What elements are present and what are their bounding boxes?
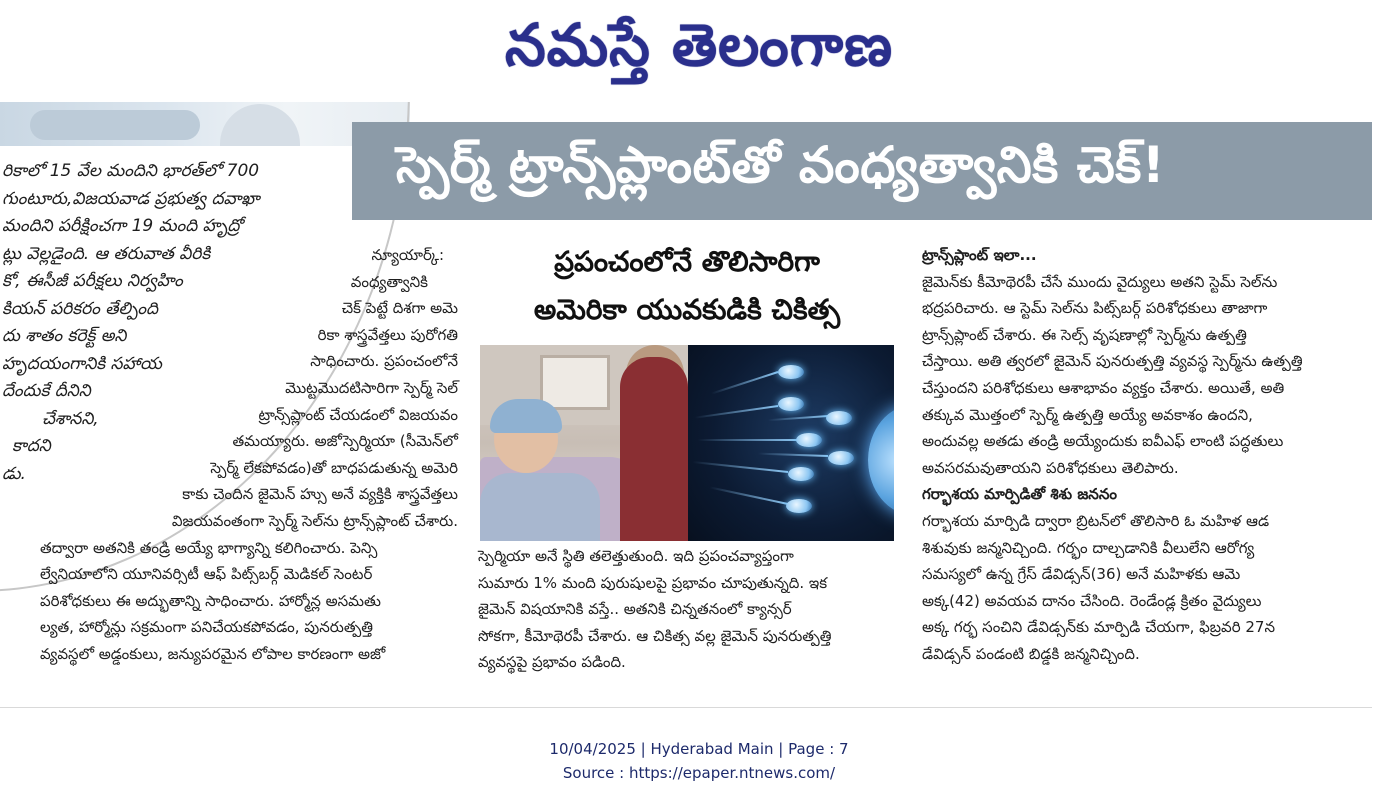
left-article-photo xyxy=(0,102,410,146)
column-line: భద్రపరిచారు. ఆ స్టెమ్ సెల్‌ను పిట్స్‌బర్గ్ పరిశోధకులు తాజాగా xyxy=(922,299,1268,318)
hospital-photo xyxy=(480,345,688,541)
left-line: గుంటూరు,విజయవాడ ప్రభుత్వ దవాఖా xyxy=(2,188,260,209)
left-line: దేందుకే దీనిని xyxy=(2,381,91,401)
subheadline-line-1: ప్రపంచంలోనే తొలిసారిగా xyxy=(554,245,820,278)
column-line: చేస్తుందని పరిశోధకులు ఆశాభావం వ్యక్తం చేశారు. అయితే, అతి xyxy=(922,378,1285,397)
column-line: ల్యత, హార్మోన్లు సక్రమంగా పనిచేయకపోవడం, పునరుత్పత్తి xyxy=(40,618,374,637)
column-line: ట్రాన్స్‌ప్లాంట్ చేయడంలో విజయవం xyxy=(258,405,458,424)
left-line: దు శాతం కరెక్ట్ అని xyxy=(2,326,127,346)
sperm-cells-illustration xyxy=(688,345,894,541)
article-headline: స్పెర్మ్ ట్రాన్స్‌ప్లాంట్‌తో వంధ్యత్వానికి చెక్! xyxy=(396,135,1166,194)
left-line: రికాలో 15 వేల మందిని భారత్‌లో 700 xyxy=(2,161,260,181)
article-photos xyxy=(480,345,894,541)
column-line: అక్క గర్భ సంచిని డేవిడ్సన్‌కు మార్పిడి చేయగా, ఫిబ్రవరి 27న xyxy=(922,618,1276,637)
column-line: తమయ్యారు. అజోస్పెర్మియా (సీమెన్‌లో xyxy=(232,432,458,451)
column-line: గర్భాశయ మార్పిడి ద్వారా బ్రిటన్‌లో తొలిసారి ఓ మహిళ ఆడ xyxy=(922,511,1270,530)
column-line: అక్క(42) అవయవ దానం చేసింది. రెండేండ్ల క్రితం వైద్యులు xyxy=(922,591,1262,610)
column-line: సమస్యలో ఉన్న గ్రేస్ డేవిడ్సన్(36) అనే మహిళకు ఆమె xyxy=(922,565,1241,584)
page-footer xyxy=(0,737,1398,785)
news-clipping xyxy=(0,102,1372,708)
dateline: న్యూయార్క్: xyxy=(371,246,444,264)
column-line: చెక్ పెట్టే దిశగా అమె xyxy=(341,299,458,318)
column-line: విజయవంతంగా స్పెర్మ్ సెల్‌ను ట్రాన్స్‌ప్లాంట్ చేశారు. xyxy=(171,511,458,530)
column-line: వంధ్యత్వానికి xyxy=(350,272,428,291)
left-line: కియన్ పరికరం తేల్పింది xyxy=(2,298,159,319)
footer-edition-info: 10/04/2025 | Hyderabad Main | Page : 7 xyxy=(549,740,849,758)
column-line: అవసరమవుతాయని పరిశోధకులు తెలిపారు. xyxy=(922,458,1179,477)
left-line: కో, ఈసీజీ పరీక్షలు నిర్వహిం xyxy=(2,271,183,291)
column-line: డేవిడ్సన్ పండంటి బిడ్డకి జన్మనిచ్చింది. xyxy=(922,644,1140,663)
article-subheadline xyxy=(480,238,894,334)
left-line: డు. xyxy=(2,463,26,484)
footer-source-link[interactable]: Source : https://epaper.ntnews.com/ xyxy=(562,764,836,782)
column-line: అందువల్ల అతడు తండ్రి అయ్యేందుకు ఐవీఎఫ్ లాంటి పద్ధతులు xyxy=(922,432,1284,451)
left-line: హృదయంగానికి సహాయ xyxy=(2,353,162,374)
column-line: సుమారు 1% మంది పురుషులపై ప్రభావం చూపుతున్నది. ఇక xyxy=(478,573,828,592)
article-column-2 xyxy=(478,543,896,676)
column-line: పరిశోధకులు ఈ అద్భుతాన్ని సాధించారు. హార్మోన్ల అసమతు xyxy=(40,591,381,610)
left-line: కాదని xyxy=(12,436,51,456)
column-line: తద్వారా అతనికి తండ్రి అయ్యే భాగ్యాన్ని కలిగించారు. పెన్సి xyxy=(40,538,378,557)
column-line: జైమెన్‌కు కీమోథెరపీ చేసే ముందు వైద్యులు అతని స్టెమ్ సెల్‌ను xyxy=(922,272,1278,291)
masthead xyxy=(0,0,1398,90)
column-line: స్పెర్మ్ లేకపోవడం)తో బాధపడుతున్న అమెరి xyxy=(210,458,458,477)
column-line: స్పెర్మియా అనే స్థితి తలెత్తుతుంది. ఇది ప్రపంచవ్యాప్తంగా xyxy=(478,547,794,565)
left-line: ట్లు వెల్లడైంది. ఆ తరువాత వీరికి xyxy=(2,243,211,264)
left-line: మందిని పరీక్షించగా 19 మంది హృద్రో xyxy=(2,216,243,236)
column-line: రికా శాస్త్రవేత్తలు పురోగతి xyxy=(317,325,458,344)
column-line: సాధించారు. ప్రపంచంలోనే xyxy=(310,352,458,371)
column-line: మొట్టమొదటిసారిగా స్పెర్మ్ సెల్ xyxy=(285,378,458,397)
column-line: చేస్తాయి. అతి త్వరలో జైమెన్ పునరుత్పత్తి వ్యవస్థ స్పెర్మ్‌ను ఉత్పత్తి xyxy=(922,352,1303,371)
column-line: వ్యవస్థపై ప్రభావం పడింది. xyxy=(478,653,626,672)
column-line: శిశువుకు జన్మనిచ్చింది. గర్భం దాల్చడానికి వీలులేని ఆరోగ్య xyxy=(922,538,1255,557)
column-line: వ్యవస్థలో అడ్డంకులు, జన్యుపరమైన లోపాల కారణంగా అజో xyxy=(40,644,386,663)
newspaper-logo: నమస్తే తెలంగాణ xyxy=(505,11,893,79)
column-line: జైమెన్ విషయానికి వస్తే.. అతనికి చిన్నతనంలో క్యాన్సర్ xyxy=(478,600,792,619)
subheadline-line-2: అమెరికా యువకుడికి చికిత్స xyxy=(533,293,841,326)
column-line: సోకగా, కీమోథెరపీ చేశారు. ఆ చికిత్స వల్ల జైమెన్ పునరుత్పత్తి xyxy=(478,626,832,645)
column-line: తక్కువ మొత్తంలో స్పెర్మ్ ఉత్పత్తి అయ్యే అవకాశం ఉందని, xyxy=(922,405,1253,424)
article-column-3 xyxy=(922,242,1342,668)
left-line: చేశానని, xyxy=(42,408,99,429)
column-line: కాకు చెందిన జైమెన్ హ్సు అనే వ్యక్తికి శాస్త్రవేత్తలు xyxy=(182,485,458,504)
article-column-1 xyxy=(40,242,458,668)
section-heading-uterus-transplant: గర్భాశయ మార్పిడితో శిశు జననం xyxy=(922,485,1117,504)
section-heading-transplant: ట్రాన్స్‌ప్లాంట్ ఇలా... xyxy=(922,246,1037,264)
headline-band xyxy=(352,122,1372,220)
column-line: ల్వేనియాలోని యూనివర్సిటీ ఆఫ్ పిట్స్‌బర్గ్ మెడికల్ సెంటర్ xyxy=(40,565,373,584)
column-line: ట్రాన్స్‌ప్లాంట్ చేశారు. ఈ సెల్స్ వృషణాల్లో స్పెర్మ్‌ను ఉత్పత్తి xyxy=(922,325,1247,344)
